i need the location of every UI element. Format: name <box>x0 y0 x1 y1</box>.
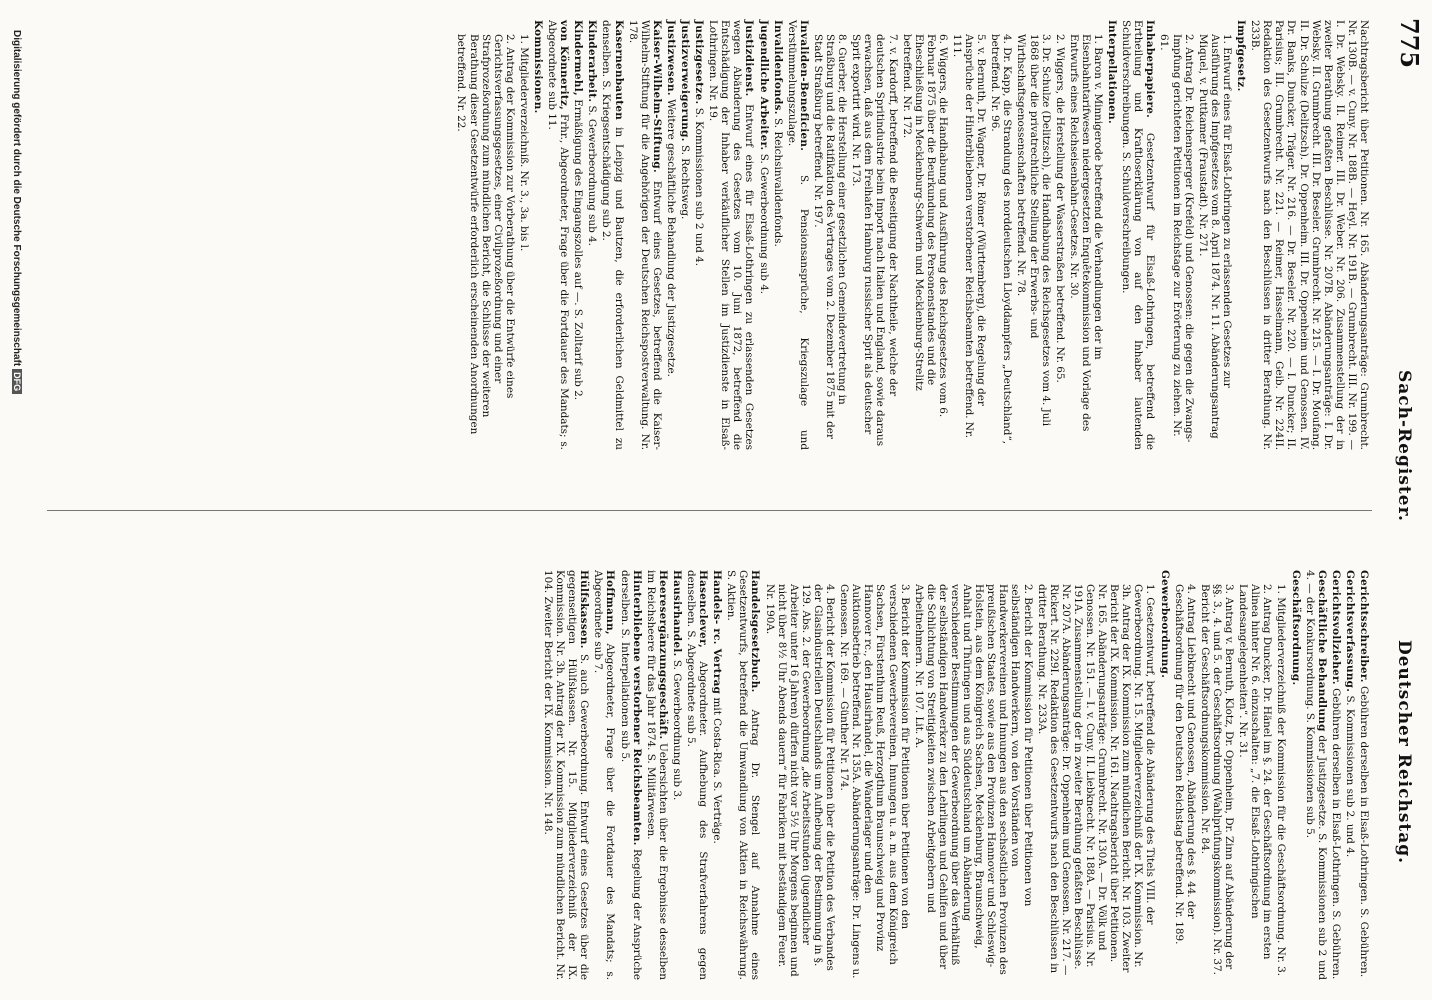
register-entry <box>1304 570 1328 980</box>
register-subentry <box>1054 34 1066 450</box>
register-entry <box>1235 20 1247 450</box>
entry-heading: Geschäftsordnung. <box>1289 570 1302 686</box>
register-subentry <box>1158 34 1194 450</box>
entry-text: 4. Antrag Liebknecht und Genossen, Abänderung des §. 44. der Geschäftsordnung für den Deutschen Reichstag betreffend. Nr. 189. <box>1172 584 1197 945</box>
entry-text: Gebühren derselben in Elsaß-Lothringen. S. Gebühren. <box>1358 685 1370 978</box>
register-entry <box>618 570 642 980</box>
entry-text: Gesetzentwurf für Elsaß-Lothringen, betreffend die Ertheilung und Kraftloserklärung von auf den Inhaber lautenden Schuldverschreibungen. S. Schuldverschreibungen. <box>1120 20 1157 450</box>
register-subentry <box>838 584 911 980</box>
entry-text: 6. Wiggers, die Handhabung und Ausführung des Reichsgesetzes vom 6. Februar 1875 über die Beurkundung des Personenstandes und die Eheschließung in Mecklenburg-Schwerin und Mecklenburg-Strelitz betreffend. Nr. 172. <box>900 34 949 418</box>
register-subentry <box>518 34 530 450</box>
entry-text: 8. Guerber, die Herstellung einer gesetzlichen Gemeindevertretung in Straßburg und die Ratifikation des Vertrages vom 2. Dezember 1875 mit der Stadt Straßburg betreffend. Nr. 197. <box>811 34 849 439</box>
entry-text: der Justizgesetze. S. Kommissionen sub 2 und 4. — der Konkursordnung. S. Kommissionen sub 5. <box>1303 570 1328 980</box>
dfg-badge: DFG <box>12 369 22 394</box>
entry-heading: Geschäftliche Behandlung <box>1315 570 1328 732</box>
entry-text: 2. Antrag Dr. Reichensperger (Krefeld) und Genossen: die gegen die Zwangs-Impfung gerichteten Petitionen im Reichstage zur Erörterung zu ziehen. Nr. 61. <box>1158 34 1195 443</box>
register-entry <box>572 20 584 450</box>
register-entry <box>1120 20 1156 450</box>
entry-text: 3. Antrag v. Bernuth, Klotz, Dr. Oppenheim, Dr. Zinn auf Abänderung der §§. 3., 4. und 5. der Geschäftsordnung (Wahlprüfungskommission). Nr. 37. Bericht der Geschäftsordnungskommission. Nr. 84. <box>1198 584 1236 975</box>
register-subentry <box>989 34 1013 450</box>
entry-text: 1. Mitgliederverzeichniß der Kommission für die Geschäftsordnung. Nr. 3. <box>1275 584 1288 977</box>
entry-text: Abgeordneter, Frage über die Fortdauer des Mandats; s. Abgeordnete sub 7. <box>592 570 617 980</box>
register-entry <box>707 20 755 450</box>
register-entry <box>786 20 810 450</box>
entry-text: S. auch Gewerbeordnung. Entwurf eines Gesetzes über die gegenseitigen Hülfskassen. Nr. 15. Mitgliederverzeichniß der IX. Kommission. Nr. 3h. Antrag der IX. Kommission zum mündlichen Bericht. Nr. 104. Zweiter Bericht der IX. Kommission. Nr. 148. <box>542 570 591 980</box>
entry-text: 7. v. Kardorff, betreffend die Beseitigung der Nachtheile, welche der deutschen Spritindustrie beim Import nach Italien und England, sowie daraus erwachsen, daß aus dem Freihafen Hamburg russischer Sprit als deutscher Sprit exportirt wird. Nr. 173. <box>850 34 899 447</box>
entry-heading: Hinterbliebene verstorbener Reichsbeamten. <box>630 570 643 846</box>
entry-text: 4. Dr. Kapp, die Strandung des norddeutschen Lloyddampfers „Deutschland“, betreffend. Nr. 96. <box>989 34 1014 445</box>
register-entry <box>1330 570 1342 980</box>
register-entry <box>1344 570 1356 980</box>
register-entry <box>1106 20 1118 450</box>
entry-heading: Gerichtsschreiber. <box>1358 570 1370 683</box>
register-entry <box>685 570 709 980</box>
footer-text: Digitalisierung gefördert durch die Deutsche Forschungsgemeinschaft <box>11 30 22 367</box>
entry-text: S. Kommissionen sub 2 und 4. <box>693 107 706 267</box>
register-entry <box>1358 570 1370 980</box>
register-entry <box>627 20 663 450</box>
entry-text: 3. Dr. Schulze (Delitzsch), die Handhabung des Reichsgesetzes vom 4. Juli 1868 über die privatrechtliche Stellung der Erwerbs- und Wirthschaftsgenossenschaften betreffend. Nr. 78. <box>1015 34 1052 427</box>
register-entry <box>1159 570 1171 980</box>
entry-heading: Impfgesetz. <box>1235 20 1248 92</box>
register-subentry <box>764 584 837 980</box>
entry-text: S. Gewerbeordnung sub 3. <box>670 659 683 801</box>
register-subentry <box>951 34 987 450</box>
entry-text: S. Gewerbeordnung sub 4. <box>757 153 770 295</box>
register-subentry <box>1237 584 1273 980</box>
entry-heading: Justizwesen. <box>664 20 677 96</box>
entry-heading: Gerichtsverfassung. <box>1343 570 1356 693</box>
register-subentry <box>1036 584 1157 980</box>
entry-text: Weitere geschäftliche Behandlung der Justizgesetze. <box>664 99 677 377</box>
entry-text: Uebersichten über die Ergebnisse desselben im Reichsheere für das Jahr 1874. S. Militärwesen. <box>644 570 669 980</box>
register-subentry <box>1068 34 1104 450</box>
entry-text: Antrag Dr. Stengel auf Annahme eines Gesetzentwurfs, betreffend die Umwandlung von Aktien in Reichswährung. S. Aktien. <box>725 570 762 980</box>
register-subentry <box>850 34 898 450</box>
entry-heading: Handels- rc. Vertrag <box>711 570 724 695</box>
entry-text: 2. Antrag der Kommission zur Vorberathung über die Entwürfe eines Gerichtsverfassungsgesetzes, einer Civilprozeßordnung und einer Strafprozeßordnung zum mündlichen Bericht, die Schlüsse der weiteren Berathung dieser Gesetzentwürfe erforderlich erscheinenden Anordnungen betreffend. Nr. 22. <box>455 34 516 435</box>
register-entry <box>772 20 784 450</box>
register-entry <box>693 20 705 450</box>
register-entry <box>592 570 616 980</box>
entry-text: 1. Baron v. Minnigerode betreffend die Verhandlungen der im Eisenbahntarifwesen niedergesetzten Enquêtekommission und Vorlage des Entwurfs eines Reichseisenbahn-Gesetzes. Nr. 30. <box>1067 34 1105 432</box>
entry-text: 1. Gesetzentwurf, betreffend die Abänderung des Titels VIII. der Gewerbeordnung. Nr. 15. Mitgliederverzeichniß der IX. Kommission. Nr. 3h. Antrag der IX. Kommission zum mündlichen Bericht. Nr. 103. Zweiter Bericht der IX. Kommission. Nr. 161. Nachtragsbericht über Petitionen. Nr. 165. Abänderungsanträge: Grumbrecht. Nr. 130A. — Dr. Völk und Genossen. Nr. 151. — I. v. Cuny. II. Liebknecht. Nr. 188A. — Parisius. Nr. 191A. Zusammenstellung der in zweiter Berathung gefaßten Beschlüsse. Nr. 207A. Abänderungsanträge: Dr. Oppenheim und Genossen. Nr. 217. — Rickert. Nr. 229I. Redaktion des Gesetzentwurfs nach den Beschlüssen in dritter Berathung. Nr. 233A. <box>1035 584 1157 976</box>
entry-heading: Inhaberpapiere. <box>1144 20 1157 119</box>
entry-text: 5. v. Bernuth, Dr. Wagner, Dr. Römer (Württemberg), die Regelung der Ansprüche der Hinterbliebenen verstorbener Reichsbeamten betreffend. Nr. 111. <box>951 34 988 439</box>
entry-text: S. Kommissionen sub 2. und 4. <box>1343 695 1356 858</box>
register-subentry <box>1173 584 1197 980</box>
register-entry <box>1289 570 1301 980</box>
register-entry <box>725 570 761 980</box>
entry-heading: Justizdienst. <box>743 20 756 97</box>
register-entry <box>546 20 570 450</box>
header-center-title: Sach-Register. <box>1394 370 1414 522</box>
register-subentry <box>455 34 515 450</box>
entry-heading: Gerichtsvollzieher. <box>1329 570 1342 685</box>
entry-text: Entwurf eines für Elsaß-Lothringen zu erlassenden Gesetzes wegen Abänderung des Gesetzes vom 10. Juni 1872, betreffend die Entschädigung der Inhaber verkäuflicher Stellen im Justizdienste in Elsaß-Lothringen. Nr. 19. <box>707 20 756 450</box>
footer <box>11 30 22 394</box>
register-entry <box>645 570 669 980</box>
entry-heading: Kinderarbeit. <box>586 20 599 103</box>
entry-heading: Kasernenbauten <box>612 20 625 121</box>
entry-heading: Hülfskassen. <box>578 570 591 649</box>
right-column <box>50 20 1370 450</box>
register-entry <box>679 20 691 450</box>
register-entry <box>586 20 598 450</box>
entry-text: 1. Mitgliederverzeichniß. Nr. 3., 3a. bis l. <box>517 34 530 252</box>
register-entry <box>542 570 590 980</box>
entry-text: S. Pensionsansprüche, Kriegszulage und Verstümmelungszulage. <box>785 20 810 450</box>
entry-text: S. Gewerbeordnung sub 4. <box>586 105 599 246</box>
entry-heading: Kaiser-Wilhelm-Stiftung. <box>650 20 663 173</box>
register-entry <box>665 20 677 450</box>
entry-heading: Kindermehl, <box>572 20 585 96</box>
entry-heading: Hoffmann, <box>604 570 617 635</box>
page-header <box>1392 0 1432 1000</box>
entry-text: Gebühren derselben in Elsaß-Lothringen. S. Gebühren. <box>1329 688 1342 980</box>
register-entry <box>532 20 544 450</box>
entry-text: 3. Bericht der Kommission für Petitionen über Petitionen von den verschiedenen Gewerbevereinen, Innungen u. a. m. aus dem Königreich Sachsen, Fürstenthum Reuß, Herzogthum Braunschweig und Provinz Hannover rc., den Hausirhandel, die Wanderlager und den Auktionsbetrieb betreffend. Nr. 135A. Abänderungsanträge: Dr. Lingens u. Genossen. Nr. 169. — Günther Nr. 174. <box>838 584 911 979</box>
entry-heading: Invaliden-Beneficien. <box>797 20 810 152</box>
register-entry <box>711 570 723 980</box>
entry-text: Entwurf eines Gesetzes, betreffend die Kaiser-Wilhelm-Stiftung für die Angehörigen der Deutschen Reichspostverwaltung. Nr. 178. <box>626 20 663 450</box>
register-subentry <box>1197 34 1233 450</box>
register-subentry <box>1015 34 1051 450</box>
entry-text: mit Costa-Rica. S. Verträge. <box>711 697 724 844</box>
entry-text: in Leipzig und Bautzen, die erforderlichen Geldmittel zu denselben. S. Kriegsentschädigung sub 2. <box>600 20 625 450</box>
entry-text: Nachtragsbericht über Petitionen. Nr. 165. Abänderungsanträge: Grumbrecht. Nr. 130B. — v. Cuny. Nr. 188B. — Heyl. Nr. 191B. — Grumbrecht. III. Nr. 199. — I. Dr. Websky. II. Reimer. III. Dr. Weber. Nr. 206. Zusammenstellung der in zweiter Berathung gefaßten Beschlüsse. Nr. 207B. Abänderungsanträge: I. Dr. Websky. II. Grumbrecht. III. Dr. Beseler. Grumbrecht. Nr. 215. — I. Dr. Moufang. II. Dr. Schulze (Delitzsch). Dr. Oppenheim. III. Dr. Oppenheim und Genossen. IV. Dr. Banks, Duncker, Träger. Nr. 216. — Dr. Beseler. Nr. 220. — I. Duncker; II. Parisius; III. Grumbrecht. Nr. 221. — Reimer, Hasselmann, Geib. Nr. 224II. Redaktion des Gesetzentwurfs nach den Beschlüssen in dritter Berathung. Nr. 233B. <box>1249 20 1370 450</box>
entry-heading: Heeresergänzungsgeschäft. <box>656 570 669 740</box>
register-entry <box>600 20 624 450</box>
entry-heading: Interpellationen. <box>1106 20 1119 124</box>
entry-heading: Justizverweigerung. <box>679 20 692 142</box>
entry-heading: Justizgesetze. <box>693 20 706 105</box>
entry-heading: Gewerbeordnung. <box>1158 570 1171 679</box>
entry-text: Frhr., Abgeordneter, Frage über die Fortdauer des Mandats; s. Abgeordnete sub 11. <box>546 20 571 450</box>
entry-text: 2. Antrag Duncker, Dr. Hänel im §. 24. der Geschäftsordnung im ersten Alinea hinter Nr. 6. einzuschalten: „7. die Elsaß-Lothringischen Landesangelegenheiten“. Nr. 31. <box>1237 584 1274 960</box>
entry-heading: Kommissionen. <box>532 20 544 114</box>
entry-text: Regelung der Ansprüche derselben. S. Interpellationen sub 5. <box>618 570 643 980</box>
header-left-title: Deutscher Reichstag. <box>1394 640 1414 865</box>
entry-text: 4. Bericht der Kommission für Petitionen über die Petition des Verbandes der Glasindustriellen Deutschlands um Aufhebung der Bestimmung in §. 129. Abs. 2. der Gewerbeordnung „die Arbeitsstunden (jugendlicher Arbeiter unter 16 Jahren) dürfen nicht vor 5½ Uhr Morgens beginnen und nicht über 8½ Uhr Abends dauern“ für Fabriken mit beständigem Feuer. Nr. 190A. <box>763 584 837 977</box>
register-subentry <box>901 34 949 450</box>
register-subentry <box>1275 584 1287 980</box>
register-subentry <box>913 584 1034 980</box>
left-column <box>50 570 1370 980</box>
entry-text: 2. Bericht der Kommission für Petitionen über Petitionen von selbständigen Handwerkern, von den Vorständen von Handwerkervereinen und Innungen aus den sechsöstlichen Provinzen des preußischen Staates, sowie aus den Provinzen Hannover und Schleswig-Holstein, aus dem Königreich Sachsen, Mecklenburg, Braunschweig, Anhalt und Thüringen und aus Süddeutschland um Abänderung verschiedener Bestimmungen der Gewerbeordnung über das Verhältniß der selbständigen Handwerker zu den Lehrlingen und Gehilfen und über die Schlichtung von Streitigkeiten zwischen Arbeitgebern und Arbeitnehmern. Nr. 107. Lit. A. <box>912 584 1034 975</box>
entry-text: Ermäßigung des Eingangszolles auf —. S. Zolltarif sub 2. <box>572 99 585 401</box>
register-subentry <box>812 34 848 450</box>
column-divider <box>47 510 1372 511</box>
register-entry <box>758 20 770 450</box>
entry-text: 1. Entwurf eines für Elsaß-Lothringen zu erlassenden Gesetzes zur Ausführung des Impfgesetzes vom 8. April 1874. Nr. 11. Abänderungsantrag Miquel, v. Puttkamer (Fraustadt). Nr. 271. <box>1196 34 1233 439</box>
entry-text: S. Rechtsweg. <box>679 144 692 220</box>
page-number: 775 <box>1395 18 1424 69</box>
entry-heading: Handelsgesetzbuch. <box>749 570 762 693</box>
entry-heading: von Könneritz, <box>558 20 571 111</box>
entry-text: 2. Wiggers, die Herstellung der Wasserstraßen betreffend. Nr. 65. <box>1053 34 1066 383</box>
register-subentry <box>1199 584 1235 980</box>
register-entry <box>671 570 683 980</box>
entry-heading: Invalidenfonds. <box>771 20 784 115</box>
entry-heading: Jugendliche Arbeiter. <box>757 20 770 151</box>
entry-heading: Hasenclever, <box>697 570 710 649</box>
register-entry <box>1249 20 1370 450</box>
entry-text: S. Reichsinvalidenfonds. <box>771 118 784 247</box>
entry-heading: Hausirhandel. <box>670 570 683 657</box>
entry-text: Abgeordneter. Aufhebung des Strafverfahrens gegen denselben. S. Abgeordnete sub 5. <box>685 570 710 980</box>
